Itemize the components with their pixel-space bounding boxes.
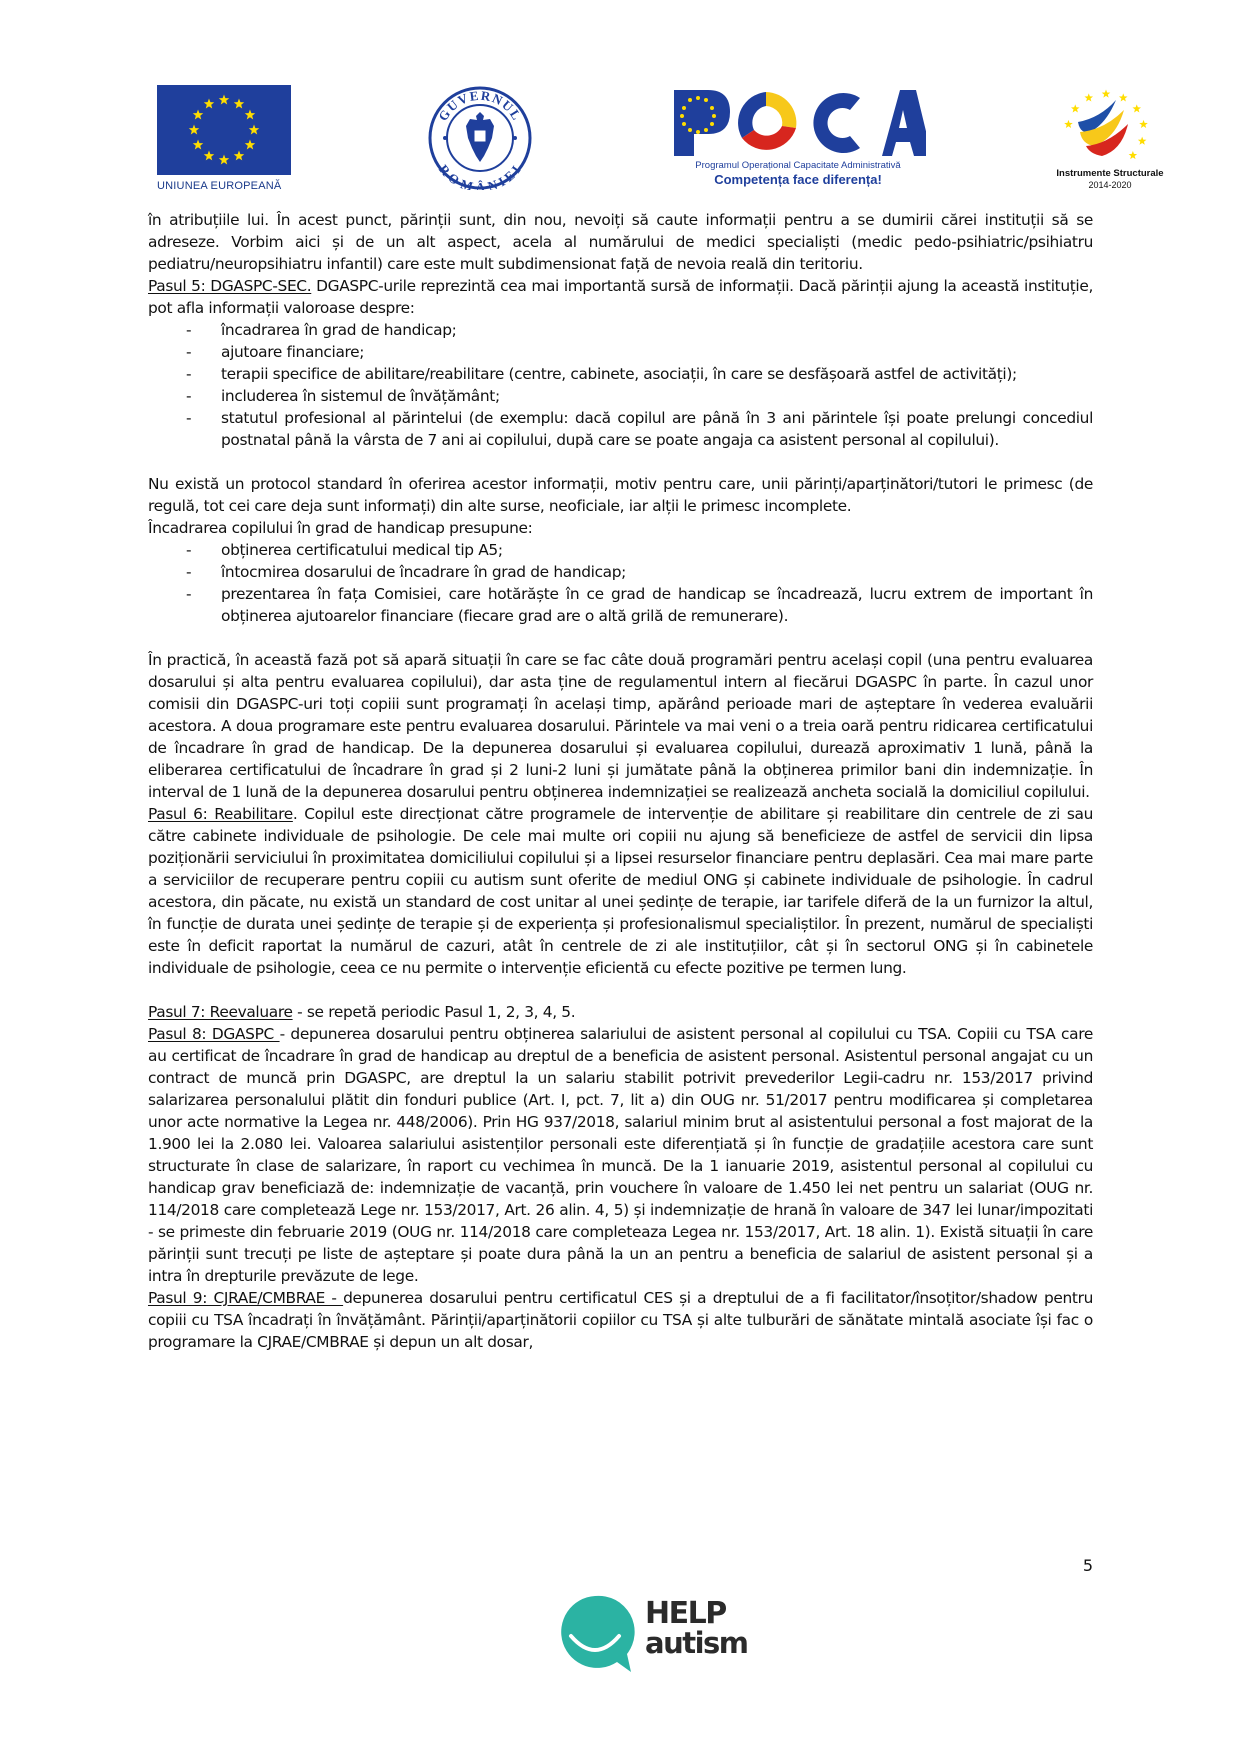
poca-program-name: Programul Operațional Capacitate Administrativă: [695, 160, 901, 171]
is-star-icon: [1119, 93, 1128, 101]
paragraph-step5: [148, 275, 1093, 319]
document-body: [148, 209, 1093, 1353]
paragraph-intro: în atribuțiile lui. În acest punct, părinții sunt, din nou, nevoiți să caute informații pentru a se dumirii cărei instituții să se adreseze. Vorbim aici și de un alt aspect, acela al numărului de medici specialiști (medic pedo-psihiatric/psihiatru pediatru/neuropsihiatru infantil) care este mult subdimensionat față de nevoia reală din teritoriu.: [148, 211, 1093, 273]
poca-slogan: Competența face diferența!: [714, 172, 882, 187]
instrumente-structurale-logo: [1050, 88, 1170, 198]
eu-star-icon: [204, 150, 214, 160]
is-star-icon: [1138, 137, 1147, 145]
list-item: - includerea în sistemul de învățământ;: [148, 385, 1093, 407]
step7-text: - se repetă periodic Pasul 1, 2, 3, 4, 5.: [292, 1003, 576, 1021]
is-star-icon: [1102, 90, 1111, 98]
eu-star-icon: [245, 140, 255, 150]
paragraph-step7: [148, 1001, 1093, 1023]
page-number: 5: [1082, 1556, 1093, 1575]
list-item: - statutul profesional al părintelui (de exemplu: dacă copilul are până în 3 ani părintele își poate prelungi concediul postnatal până la vârsta de 7 ani ai copilului, după care se poate angaja ca asistent personal al copilului).: [148, 407, 1093, 451]
eu-star-icon: [204, 99, 214, 109]
paragraph-step8: [148, 1023, 1093, 1287]
step6-heading: Pasul 6: Reabilitare: [148, 805, 293, 823]
list-item: - obținerea certificatului medical tip A5;: [148, 539, 1093, 561]
eu-flag-logo: [157, 85, 291, 175]
paragraph-handicap-intro: Încadrarea copilului în grad de handicap presupune:: [148, 519, 533, 537]
is-label: Instrumente Structurale: [1056, 168, 1164, 179]
list-item: - încadrarea în grad de handicap;: [148, 319, 1093, 341]
eu-star-icon: [219, 95, 229, 105]
eu-star-icon: [193, 140, 203, 150]
step8-heading: Pasul 8: DGASPC: [148, 1025, 280, 1043]
gov-top-text: GUVERNUL: [435, 87, 525, 124]
speech-bubble-smile-icon: [555, 1592, 639, 1676]
autism-word: autism: [645, 1626, 748, 1660]
eu-star-icon: [234, 99, 244, 109]
handicap-steps-list: [148, 539, 1093, 627]
step7-heading: Pasul 7: Reevaluare: [148, 1003, 293, 1021]
is-years: 2014-2020: [1088, 180, 1132, 190]
is-star-icon: [1064, 120, 1073, 128]
is-star-icon: [1139, 120, 1148, 128]
is-star-icon: [1084, 93, 1093, 101]
eu-star-icon: [245, 110, 255, 120]
eu-star-icon: [234, 150, 244, 160]
romanian-government-seal-logo: [428, 86, 532, 190]
list-item: - prezentarea în fața Comisiei, care hotărăște în ce grad de handicap se încadrează, lucru extrem de important în obținerea ajutoarelor financiare (fiecare grad are o altă grilă de remunerare).: [148, 583, 1093, 627]
paragraph-step9: [148, 1287, 1093, 1353]
step6-text: . Copilul este direcționat către programele de intervenție de abilitare și reabilitare din centrele de zi sau către cabinete individuale de psihologie. De cele mai multe ori copiii nu ajung să beneficieze de astfel de servicii din lipsa poziționării serviciului în proximitatea domiciliului copilului și a lipsei resurselor financiare pentru deplasări. Cea mai mare parte a serviciilor de recuperare pentru copiii cu autism sunt oferite de mediul ONG și cabinete individuale de psihologie. În cadrul acestora, din păcate, nu există un standard de cost unitar al unei ședințe de terapie, iar tarifele diferă de la un furnizor la altul, în funcție de durata unei ședințe de terapie și de experiența și profesionalismul specialiștilor. În prezent, numărul de specialiști este în deficit raportat la numărul de cazuri, atât în centrele de zi ale instituțiilor, cât și în sectorul ONG și în cabinetele individuale de psihologie, ceea ce nu permite o intervenție eficientă cu efecte pozitive pe termen lung.: [148, 805, 1093, 977]
help-word: HELP: [645, 1596, 726, 1631]
step9-text: depunerea dosarului pentru certificatul CES și a dreptului de a fi facilitator/însoțitor/shadow pentru copiii cu TSA încadrați în învățământ. Părinții/aparținătorii copiilor cu TSA și alte tulburări de sănătate mintală asociate își fac o programare la CJRAE/CMBRAE și depun un alt dosar,: [148, 1289, 1093, 1351]
gov-bottom-text: ROMÂNIEI: [435, 161, 525, 190]
is-star-icon: [1071, 104, 1080, 112]
paragraph-practice: În practică, în această fază pot să apară situații în care se fac câte două programări pentru același copil (una pentru evaluarea dosarului și alta pentru evaluarea copilului), dar asta ține de regulamentul intern al fiecărui DGASPC în parte. În cazul unor comisii din DGASPC-uri toți copiii sunt programați în același timp, apărând perioade mari de așteptare în vederea evaluării acestora. A doua programare este pentru evaluarea dosarului. Părintele va mai veni o a treia oară pentru ridicarea certificatului de încadrare în grad de handicap. De la depunerea dosarului și evaluarea copilului, durează aproximativ 1 lună, până la eliberarea certificatului de încadrare în grad și 2 luni-2 luni și jumătate până la obținerea primilor bani din indemnizație. În interval de 1 lună de la depunerea dosarului pentru obținerea indemnizației se realizează ancheta socială la domiciliul copilului.: [148, 651, 1093, 801]
page-header: [0, 0, 1240, 210]
list-item: - ajutoare financiare;: [148, 341, 1093, 363]
dgaspc-info-list: [148, 319, 1093, 451]
step5-heading: Pasul 5: DGASPC-SEC.: [148, 277, 312, 295]
is-star-icon: [1129, 151, 1138, 159]
list-item: - terapii specifice de abilitare/reabilitare (centre, cabinete, asociații, în care se desfășoară astfel de activități);: [148, 363, 1093, 385]
paragraph-protocol: Nu există un protocol standard în oferirea acestor informații, motiv pentru care, unii părinți/aparținători/tutori le primesc (de regulă, tot cei care deja sunt informați) din alte surse, neoficiale, iar alții le primesc incomplete.: [148, 475, 1093, 515]
list-item: - întocmirea dosarului de încadrare în grad de handicap;: [148, 561, 1093, 583]
eu-star-icon: [249, 125, 259, 135]
step9-heading: Pasul 9: CJRAE/CMBRAE -: [148, 1289, 344, 1307]
eu-stars-icon: [157, 85, 291, 175]
eu-star-icon: [189, 125, 199, 135]
eu-star-icon: [193, 110, 203, 120]
poca-logo: [670, 86, 926, 190]
step8-text: - depunerea dosarului pentru obținerea salariului de asistent personal al copilului cu TSA. Copiii cu TSA care au certificat de încadrare în grad de handicap au dreptul de a beneficia de asistent personal. Asistentul personal angajat cu un contract de muncă prin DGASPC, are dreptul la un salariu stabilit potrivit prevederilor Legii-cadru nr. 153/2017 privind salarizarea personalului plătit din fonduri publice (Art. I, pct. 7, lit a) din OUG nr. 51/2017 pentru modificarea și completarea unor acte normative la Legea nr. 448/2006). Prin HG 937/2018, salariul minim brut al asistentului personal a fost majorat de la 1.900 lei la 2.080 lei. Valoarea salariului asistenților personali este diferențiată și în funcție de gradațiile acestora care sunt structurate în clase de salarizare, în raport cu vechimea în muncă. De la 1 ianuarie 2019, asistentul personal al copilului cu handicap grav beneficiază de: indemnizație de vacanță, prin vouchere în valoare de 1.450 lei net pentru un salariat (OUG nr. 114/2018 care completează Lege nr. 153/2017, Art. 26 alin. 4, 5) și indemnizație de hrană în valoare de 347 lei lunar/impozitati - se primeste din februarie 2019 (OUG nr. 114/2018 care completeaza Legea nr. 153/2017, Art. 18 alin. 1). Există situații în care părinții sunt trecuți pe liste de așteptare și poate dura până la un an pentru a beneficia de salariul de asistent personal și a intra în drepturile prevăzute de lege.: [148, 1025, 1094, 1285]
eu-star-icon: [219, 155, 229, 165]
paragraph-step6: [148, 803, 1093, 979]
help-autism-logo: [555, 1592, 755, 1682]
eu-label: UNIUNEA EUROPEANĂ: [157, 180, 282, 192]
is-star-icon: [1132, 104, 1141, 112]
step5-text: DGASPC-urile reprezintă cea mai importantă sursă de informații. Dacă părinții ajung la această instituție, pot afla informații valoroase despre:: [148, 277, 1093, 317]
